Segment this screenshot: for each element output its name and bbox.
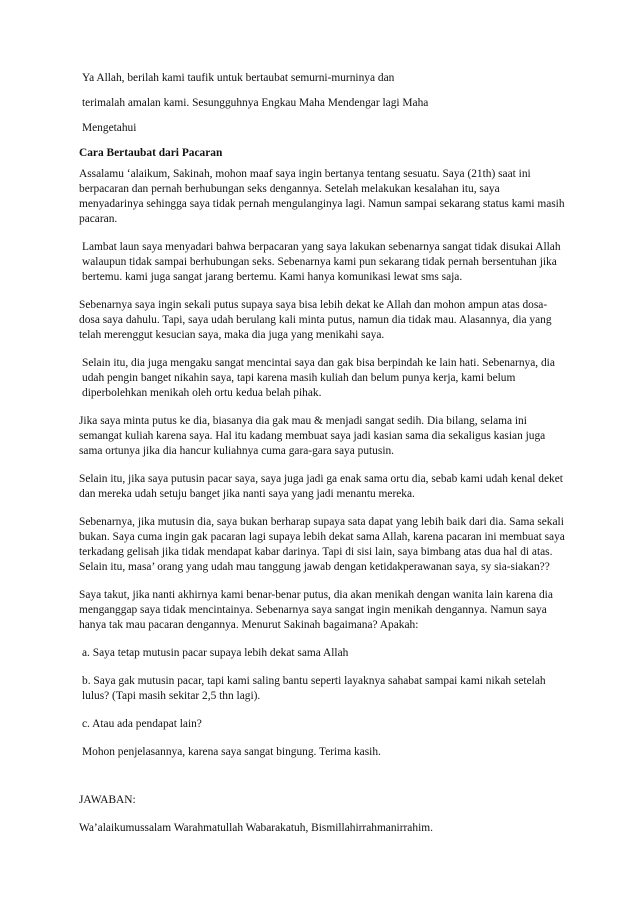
intro-line-2: terimalah amalan kami. Sesungguhnya Engkau Maha Mendengar lagi Maha — [82, 97, 429, 109]
paragraph: Assalamu ‘alaikum, Sakinah, mohon maaf saya ingin bertanya tentang sesuatu. Saya (21th) saat ini berpacaran dan pernah berhubungan seks dengannya. Setelah melakukan kesalahan itu, saya menyadarinya sehingga saya tidak pernah mengulanginya lagi. Namun sampai sekarang status kami masih pacaran. — [79, 168, 565, 225]
answer-opening: Wa’alaikumussalam Warahmatullah Wabarakatuh, Bismillahirrahmanirrahim. — [79, 822, 433, 834]
paragraph: Selain itu, dia juga mengaku sangat mencintai saya dan gak bisa berpindah ke lain hati. Sebenarnya, dia udah pengin banget nikahin saya, tapi karena masih kuliah dan belum punya kerja, kami belum diperbolehkan menikah oleh ortu kedua belah pihak. — [82, 357, 555, 399]
document-body — [79, 71, 565, 849]
intro-line-3: Mengetahui — [82, 122, 137, 134]
paragraph: Jika saya minta putus ke dia, biasanya dia gak mau & menjadi sangat sedih. Dia bilang, selama ini semangat kuliah karena saya. Hal itu kadang membuat saya jadi kasian sama dia sekaligus kasian juga sama ortunya jika dia hancur kuliahnya cuma gara-gara saya putusin. — [79, 415, 546, 457]
paragraph: Lambat laun saya menyadari bahwa berpacaran yang saya lakukan sebenarnya sangat tidak disukai Allah walaupun tidak sampai berhubungan seks. Sebenarnya kami pun sekarang tidak pernah bersentuhan jika bertemu. kami juga sangat jarang bertemu. Kami hanya komunikasi lewat sms saja. — [82, 241, 561, 283]
intro-line-1: Ya Allah, berilah kami taufik untuk bertaubat semurni-murninya dan — [82, 72, 395, 84]
closing-request: Mohon penjelasannya, karena saya sangat bingung. Terima kasih. — [82, 746, 381, 758]
spacer — [79, 773, 565, 793]
option-b: b. Saya gak mutusin pacar, tapi kami saling bantu seperti layaknya sahabat sampai kami nikah setelah lulus? (Tapi masih sekitar 2,5 thn lagi). — [82, 675, 546, 702]
option-c: c. Atau ada pendapat lain? — [82, 718, 202, 730]
paragraph: Selain itu, jika saya putusin pacar saya, saya juga jadi ga enak sama ortu dia, sebab kami udah kenal deket dan mereka udah setuju banget jika nanti saya yang jadi menantu mereka. — [79, 473, 563, 500]
paragraph: Saya takut, jika nanti akhirnya kami benar-benar putus, dia akan menikah dengan wanita lain karena dia menganggap saya tidak mencintainya. Sebenarnya saya sangat ingin menikah dengannya. Namun saya hanya tak mau pacaran dengannya. Menurut Sakinah bagaimana? Apakah: — [79, 589, 553, 631]
answer-label: JAWABAN: — [79, 794, 136, 806]
option-a: a. Saya tetap mutusin pacar supaya lebih dekat sama Allah — [82, 647, 349, 659]
paragraph: Sebenarnya saya ingin sekali putus supaya saya bisa lebih dekat ke Allah dan mohon ampun atas dosa-dosa saya dahulu. Tapi, saya udah berulang kali minta putus, namun dia tidak mau. Alasannya, dia yang telah merenggut kesucian saya, maka dia juga yang menikahi saya. — [79, 299, 552, 341]
section-heading: Cara Bertaubat dari Pacaran — [79, 147, 223, 159]
paragraph: Sebenarnya, jika mutusin dia, saya bukan berharap supaya sata dapat yang lebih baik dari dia. Sama sekali bukan. Saya cuma ingin gak pacaran lagi supaya lebih dekat sama Allah, karena pacaran ini membuat saya terkadang gelisah jika tidak mendapat kabar darinya. Tapi di sisi lain, saya bimbang atas dua hal di atas. Selain itu, masa’ orang yang udah mau tanggung jawab dengan ketidakperawanan saya, sy sia-siakan?? — [79, 516, 565, 573]
